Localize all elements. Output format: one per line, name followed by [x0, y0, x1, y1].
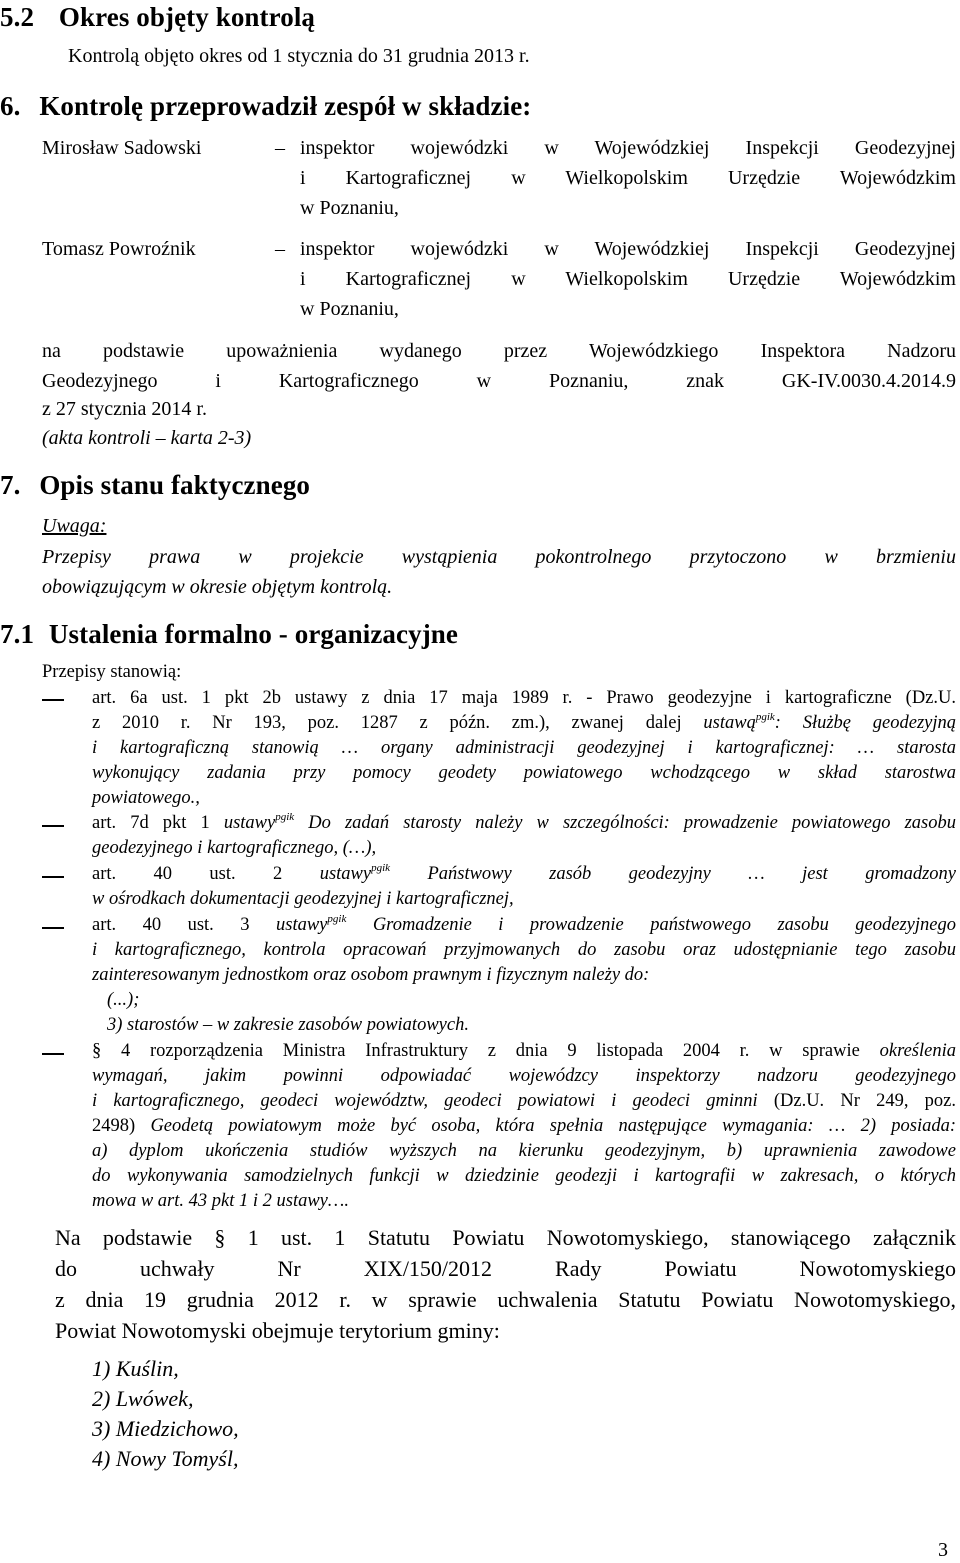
item-line: [92, 813, 956, 834]
period-text: Kontrolą objęto okres od 1 stycznia do 31 grudnia 2013 r.: [68, 45, 530, 67]
text-span: ustawy: [223, 813, 276, 833]
text-span: [703, 713, 956, 733]
item-line: mowa w art. 43 pkt 1 i 2 ustawy….: [92, 1191, 349, 1211]
section-number: 7.1: [0, 619, 35, 649]
section-number: 6.: [0, 91, 21, 121]
list-dash: [42, 927, 64, 929]
text-span: art. 40 ust. 2: [92, 864, 320, 884]
superscript: pgik: [371, 862, 391, 874]
gmina-item: 3) Miedzichowo,: [92, 1416, 239, 1441]
member-role-line: inspektor wojewódzki w Wojewódzkiej Inspekcji Geodezyjnej: [300, 137, 956, 159]
page-number: 3: [938, 1539, 948, 1561]
member-role-line: w Poznaniu,: [300, 298, 399, 320]
text-span: Geodetą powiatowym może być osoba, która spełnia następujące wymagania: … 2) posiada:: [150, 1116, 956, 1136]
item-line: wymagań, jakim powinni odpowiadać wojewódzcy inspektorzy nadzoru geodezyjnego: [92, 1066, 956, 1086]
superscript: pgik: [275, 811, 295, 823]
section-heading-6: [0, 91, 531, 122]
section-number: 7.: [0, 470, 21, 500]
text-span: (Dz.U. Nr 249, poz.: [757, 1091, 956, 1111]
item-line: a) dyplom ukończenia studiów wyższych na kierunku geodezyjnym, b) uprawnienia zawodowe: [92, 1141, 956, 1161]
text-span: [224, 813, 956, 833]
akta-reference: (akta kontroli – karta 2-3): [42, 427, 252, 449]
text-span: ustawą: [703, 713, 756, 733]
superscript: pgik: [327, 913, 347, 925]
text-span: Państwowy zasób geodezyjny … jest gromadzony: [390, 864, 956, 884]
item-line: [92, 1041, 956, 1062]
text-span: określenia: [879, 1041, 956, 1061]
member-role-line: inspektor wojewódzki w Wojewódzkiej Inspekcji Geodezyjnej: [300, 238, 956, 260]
item-line: art. 6a ust. 1 pkt 2b ustawy z dnia 17 maja 1989 r. - Prawo geodezyjne i kartograficzne (Dz.U.: [92, 688, 956, 708]
section-title: Kontrolę przeprowadził zespół w składzie:: [39, 91, 532, 121]
item-line: geodezyjnego i kartograficznego, (…),: [92, 838, 377, 858]
member-role-line: i Kartograficznej w Wielkopolskim Urzędzie Wojewódzkim: [300, 268, 956, 290]
text-span: ustawy: [319, 864, 372, 884]
member-role-line: w Poznaniu,: [300, 197, 399, 219]
item-line: [92, 1091, 956, 1112]
item-line: [92, 864, 956, 885]
section-title: Opis stanu faktycznego: [39, 470, 311, 500]
member-name: Tomasz Powroźnik: [42, 238, 196, 260]
section-title: Ustalenia formalno - organizacyjne: [48, 619, 459, 649]
text-span: i kartograficznego, geodeci województw, geodeci powiatowi i geodeci gminni: [92, 1091, 758, 1111]
member-dash: –: [275, 137, 285, 159]
text-span: Gromadzenie i prowadzenie państwowego zasobu geodezyjnego: [346, 915, 956, 935]
section-number: 5.2: [0, 2, 35, 32]
note-label: Uwaga:: [42, 515, 107, 537]
section-title: Okres objęty kontrolą: [58, 2, 316, 32]
item-line: i kartograficzną stanowią … organy administracji geodezyjnej i kartograficznej: … starosta: [92, 738, 956, 758]
text-span: art. 40 ust. 3: [92, 915, 276, 935]
gmina-item: 1) Kuślin,: [92, 1356, 179, 1381]
member-name: Mirosław Sadowski: [42, 137, 202, 159]
member-dash: –: [275, 238, 285, 260]
text-span: art. 7d pkt 1: [92, 813, 224, 833]
text-span: ustawy: [276, 915, 328, 935]
section-heading-7-1: [0, 619, 458, 650]
text-span: § 4 rozporządzenia Ministra Infrastruktury z dnia 9 listopada 2004 r. w sprawie: [92, 1041, 880, 1061]
item-line: [92, 915, 956, 936]
item-line: i kartograficznego, kontrola opracowań przyjmowanych do zasobu oraz udostępnianie tego zasobu: [92, 940, 956, 960]
text-span: Do zadań starosty należy w szczególności: prowadzenie powiatowego zasobu: [294, 813, 956, 833]
statute-line: z dnia 19 grudnia 2012 r. w sprawie uchwalenia Statutu Powiatu Nowotomyskiego,: [55, 1287, 956, 1312]
item-line: powiatowego.,: [92, 788, 200, 808]
list-dash: [42, 1053, 64, 1055]
note-line: Przepisy prawa w projekcie wystąpienia pokontrolnego przytoczono w brzmieniu: [42, 546, 956, 568]
statute-line: do uchwały Nr XIX/150/2012 Rady Powiatu Nowotomyskiego: [55, 1256, 956, 1281]
list-dash: [42, 825, 64, 827]
text-span: [276, 915, 956, 935]
section-heading-7: [0, 470, 310, 501]
basis-line: Geodezyjnego i Kartograficznego w Poznaniu, znak GK-IV.0030.4.2014.9: [42, 370, 956, 392]
superscript: pgik: [755, 711, 775, 723]
item-line: [92, 713, 956, 734]
list-dash: [42, 699, 64, 701]
gmina-item: 2) Lwówek,: [92, 1386, 194, 1411]
item-line: (...);: [107, 990, 140, 1010]
gmina-item: 4) Nowy Tomyśl,: [92, 1446, 239, 1471]
item-line: do wykonywania samodzielnych funkcji w dziedzinie geodezji i kartografii w zakresach, o których: [92, 1166, 956, 1186]
statute-line: Na podstawie § 1 ust. 1 Statutu Powiatu Nowotomyskiego, stanowiącego załącznik: [55, 1225, 956, 1250]
basis-line: z 27 stycznia 2014 r.: [42, 398, 207, 420]
lead-text: Przepisy stanowią:: [42, 662, 182, 682]
text-span: z 2010 r. Nr 193, poz. 1287 z późn. zm.), zwanej dalej: [92, 713, 704, 733]
item-line: w ośrodkach dokumentacji geodezyjnej i kartograficznej,: [92, 889, 514, 909]
member-role-line: i Kartograficznej w Wielkopolskim Urzędzie Wojewódzkim: [300, 167, 956, 189]
item-line: [92, 1116, 956, 1137]
text-span: : Służbę geodezyjną: [774, 713, 956, 733]
note-line: obowiązującym w okresie objętym kontrolą.: [42, 576, 393, 598]
item-line: 3) starostów – w zakresie zasobów powiatowych.: [107, 1015, 469, 1035]
text-span: [320, 864, 956, 884]
item-line: zainteresowanym jednostkom oraz osobom prawnym i fizycznym należy do:: [92, 965, 650, 985]
section-heading-5-2: [0, 2, 315, 33]
item-line: wykonujący zadania przy pomocy geodety powiatowego wchodzącego w skład starostwa: [92, 763, 956, 783]
list-dash: [42, 876, 64, 878]
text-span: 2498): [92, 1116, 151, 1136]
basis-line: na podstawie upoważnienia wydanego przez Wojewódzkiego Inspektora Nadzoru: [42, 340, 956, 362]
statute-line: Powiat Nowotomyski obejmuje terytorium gminy:: [55, 1318, 500, 1343]
